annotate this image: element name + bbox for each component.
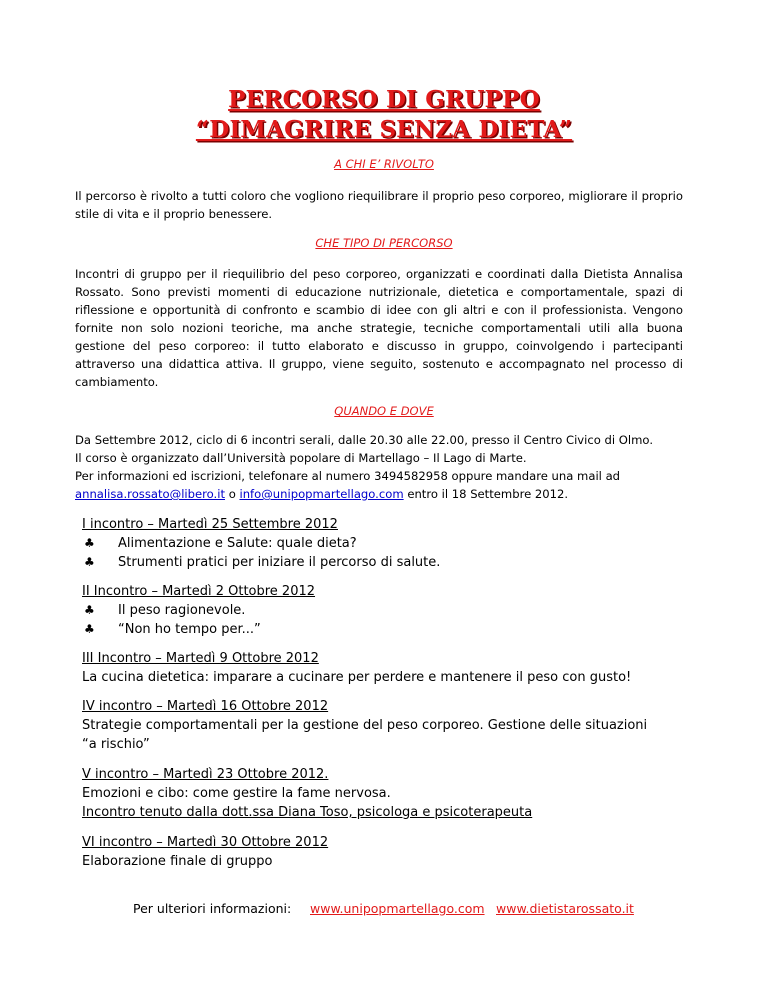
session-speaker: Incontro tenuto dalla dott.ssa Diana Toso, psicologa e psicoterapeuta [82, 805, 533, 820]
footer-link-dietista[interactable]: www.dietistarossato.it [496, 901, 634, 916]
section-text-type: Incontri di gruppo per il riequilibrio del peso corporeo, organizzati e coordinati dalla Dietista Annalisa Rossato. Sono previsti momenti di educazione nutrizionale, dietetica e comportamentale, spazi di riflessione e opportunità di confronto e scambio di idee con gli altri e con il professionista. Vengono fornite non solo nozioni teoriche, ma anche strategie, tecniche comportamentali utili alla buona gestione del peso corporeo: il tutto elaborato e discusso in gruppo, coinvolgendo i partecipanti attraverso una didattica attiva. Il gruppo, viene seguito, sostenuto e accompagnato nel processo di cambiamento. [75, 267, 683, 389]
session-item: ♣ Strumenti pratici per iniziare il percorso di salute. [84, 555, 441, 570]
session-line: Strategie comportamentali per la gestione del peso corporeo. Gestione delle situazioni [82, 718, 648, 733]
email-link-unipop[interactable]: info@unipopmartellago.com [239, 487, 404, 501]
session-title: II Incontro – Martedì 2 Ottobre 2012 [82, 584, 316, 599]
session-item: ♣ Alimentazione e Salute: quale dieta? [84, 536, 357, 551]
session-6 [82, 833, 702, 871]
club-icon: ♣ [84, 622, 95, 636]
section-heading-type: CHE TIPO DI PERCORSO [315, 236, 453, 250]
session-4 [82, 697, 702, 754]
session-1 [82, 515, 702, 572]
session-5 [82, 765, 702, 822]
session-title: VI incontro – Martedì 30 Ottobre 2012 [82, 835, 329, 850]
or-text: o [228, 487, 236, 501]
session-title: V incontro – Martedì 23 Ottobre 2012. [82, 767, 329, 782]
session-item: ♣ “Non ho tempo per...” [84, 622, 261, 637]
contacts-line [75, 485, 683, 503]
club-icon: ♣ [84, 536, 95, 550]
section-text-target: Il percorso è rivolto a tutti coloro che vogliono riequilibrare il proprio peso corporeo, migliorare il proprio stile di vita e il proprio benessere. [75, 189, 683, 221]
session-line: Elaborazione finale di gruppo [82, 854, 273, 869]
email-link-rossato[interactable]: annalisa.rossato@libero.it [75, 487, 225, 501]
section-heading-target: A CHI E’ RIVOLTO [334, 157, 434, 171]
footer-label: Per ulteriori informazioni: [133, 901, 292, 916]
session-title: IV incontro – Martedì 16 Ottobre 2012 [82, 699, 329, 714]
session-line: La cucina dietetica: imparare a cucinare per perdere e mantenere il peso con gusto! [82, 670, 632, 685]
session-item: ♣ Il peso ragionevole. [84, 603, 246, 618]
session-line: “a rischio” [82, 737, 150, 752]
section-heading-when-where: QUANDO E DOVE [334, 404, 434, 418]
when-line: Da Settembre 2012, ciclo di 6 incontri serali, dalle 20.30 alle 22.00, presso il Centro Civico di Olmo. [75, 433, 654, 447]
club-icon: ♣ [84, 555, 95, 569]
club-icon: ♣ [84, 603, 95, 617]
title-line-1: PERCORSO DI GRUPPO [228, 86, 540, 113]
deadline-text: entro il 18 Settembre 2012. [407, 487, 569, 501]
section-text-when-where [75, 431, 683, 503]
organizer-line: Il corso è organizzato dall’Università popolare di Martellago – Il Lago di Marte. [75, 451, 527, 465]
session-line: Emozioni e cibo: come gestire la fame nervosa. [82, 786, 391, 801]
session-2 [82, 582, 702, 639]
footer-link-unipop[interactable]: www.unipopmartellago.com [310, 901, 485, 916]
session-title: I incontro – Martedì 25 Settembre 2012 [82, 517, 338, 532]
info-line: Per informazioni ed iscrizioni, telefonare al numero 3494582958 oppure mandare una mail ad [75, 469, 621, 483]
session-title: III Incontro – Martedì 9 Ottobre 2012 [82, 651, 319, 666]
session-3 [82, 649, 702, 687]
title-line-2: “DIMAGRIRE SENZA DIETA” [195, 116, 573, 143]
